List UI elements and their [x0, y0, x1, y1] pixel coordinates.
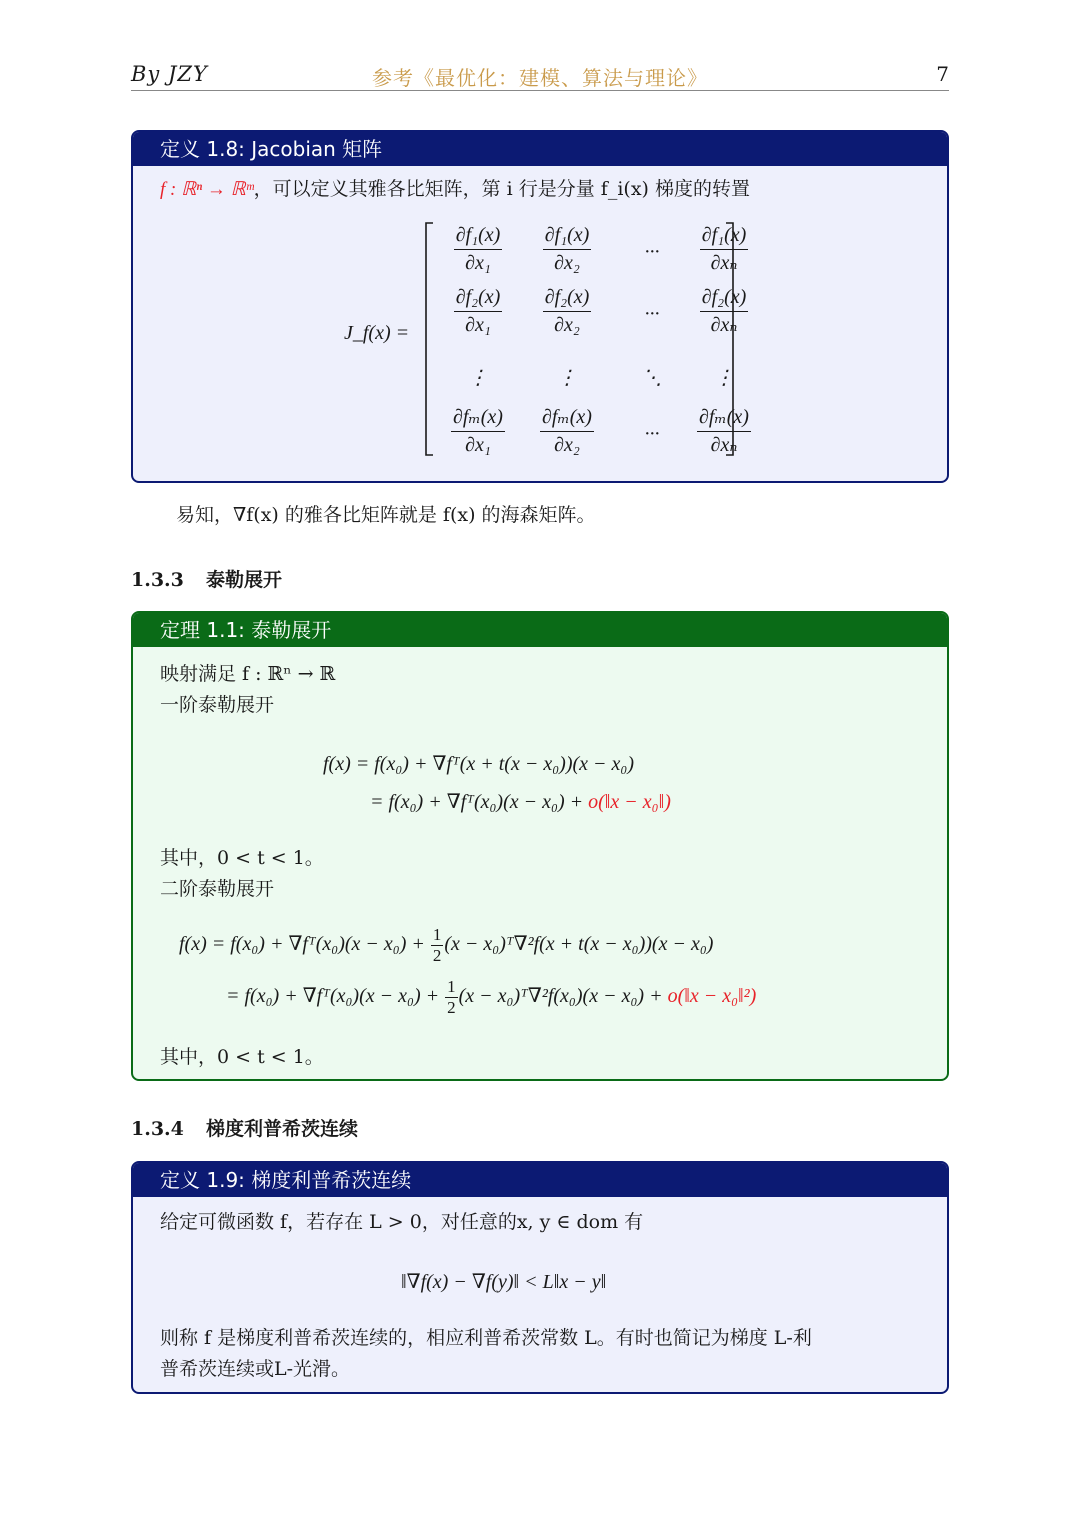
definition-1-8-title: 定义 1.8: Jacobian 矩阵 — [133, 132, 947, 166]
mapping-expression: f : ℝⁿ → ℝᵐ — [160, 179, 254, 200]
matrix-cell-4-2: $\frac{\text{∂fₘ(x)}}{\text{∂x₂}}$ — [542, 406, 592, 456]
jacobian-matrix — [160, 205, 920, 455]
matrix-cell-1-3: ··· — [644, 241, 660, 263]
map-statement: 映射满足 f : ℝⁿ → ℝ — [160, 663, 336, 685]
page-number: 7 — [936, 62, 949, 86]
eq2-line2-b: (x − x₀)ᵀ∇²f(x₀)(x − x₀) + — [458, 985, 668, 1008]
matrix-cell-1-4: $\frac{\text{∂f₁(x)}}{\text{∂xₙ}}$ — [701, 224, 747, 274]
matrix-cell-3-3: ⋱ — [642, 367, 662, 389]
section-title: 梯度利普希茨连续 — [206, 1118, 359, 1140]
header-reference: 参考《最优化：建模、算法与理论》 — [372, 66, 708, 90]
condition-1: 其中，0 < t < 1。 — [160, 847, 324, 869]
half-fraction-2 — [445, 977, 458, 1018]
matrix-cell-3-2: ⋮ — [557, 367, 577, 389]
matrix-cell-3-4: ⋮ — [714, 367, 734, 389]
theorem-1-1-box — [131, 611, 949, 1081]
eq2-line1-b: (x − x₀)ᵀ∇²f(x + t(x − x₀))(x − x₀) — [444, 933, 714, 956]
definition-1-8-box — [131, 130, 949, 483]
section-title: 泰勒展开 — [206, 569, 283, 591]
intro-text: ，可以定义其雅各比矩阵，第 i 行是分量 f_i(x) 梯度的转置 — [253, 178, 750, 200]
half-num: 1 — [447, 977, 456, 996]
conclusion-line1: 则称 f 是梯度利普希茨连续的，相应利普希茨常数 L。有时也简记为梯度 L-利 — [160, 1327, 812, 1349]
matrix-cell-3-1: ⋮ — [468, 367, 488, 389]
little-o-term-1: o(‖x − x₀‖) — [588, 791, 671, 813]
header-author: By JZY — [131, 62, 208, 86]
first-order-label: 一阶泰勒展开 — [160, 694, 275, 716]
eq2-line2-a: = f(x₀) + ∇fᵀ(x₀)(x − x₀) + — [226, 985, 445, 1008]
first-order-eq-line1: f(x) = f(x₀) + ∇fᵀ(x + t(x − x₀))(x − x₀) — [323, 753, 634, 775]
conclusion-line2: 普希茨连续或L-光滑。 — [160, 1358, 351, 1380]
matrix-cell-2-4: $\frac{\text{∂f₂(x)}}{\text{∂xₙ}}$ — [701, 286, 747, 336]
lipschitz-inequality: ‖∇f(x) − ∇f(y)‖ < L‖x − y‖ — [401, 1271, 607, 1293]
condition-2: 其中，0 < t < 1。 — [160, 1046, 324, 1068]
little-o-term-2: o(‖x − x₀‖²) — [667, 985, 757, 1008]
matrix-cell-4-3: ··· — [644, 423, 660, 445]
first-order-eq-line2 — [370, 787, 671, 818]
second-order-eq-line2 — [226, 977, 756, 1018]
eq1-line2-main: = f(x₀) + ∇fᵀ(x₀)(x − x₀) + — [370, 791, 589, 813]
section-number: 1.3.3 — [131, 569, 184, 591]
matrix-cell-1-2: $\frac{\text{∂f₁(x)}}{\text{∂x₂}}$ — [544, 224, 590, 274]
jacobian-lhs: J_f(x) = — [344, 322, 410, 344]
half-den: 2 — [432, 946, 442, 965]
matrix-cell-2-1: $\frac{\text{∂f₂(x)}}{\text{∂x₁}}$ — [455, 286, 501, 336]
given-statement: 给定可微函数 f，若存在 L > 0，对任意的x, y ∈ dom 有 — [160, 1211, 644, 1233]
matrix-cell-4-1: $\frac{\text{∂fₘ(x)}}{\text{∂x₁}}$ — [453, 406, 503, 456]
second-order-eq-line1 — [179, 925, 713, 966]
eq2-line1-a: f(x) = f(x₀) + ∇fᵀ(x₀)(x − x₀) + — [179, 933, 430, 956]
half-den: 2 — [447, 998, 456, 1017]
hessian-note: 易知，∇f(x) 的雅各比矩阵就是 f(x) 的海森矩阵。 — [176, 504, 596, 526]
theorem-1-1-title: 定理 1.1: 泰勒展开 — [133, 613, 947, 647]
matrix-cell-4-4: $\frac{\text{∂fₘ(x)}}{\text{∂xₙ}}$ — [699, 406, 749, 456]
half-fraction-1 — [431, 925, 444, 966]
definition-1-9-box — [131, 1161, 949, 1394]
definition-1-9-title: 定义 1.9: 梯度利普希茨连续 — [133, 1163, 947, 1197]
half-num: 1 — [432, 925, 442, 944]
matrix-cell-2-2: $\frac{\text{∂f₂(x)}}{\text{∂x₂}}$ — [544, 286, 590, 336]
matrix-cell-2-3: ··· — [644, 303, 660, 325]
definition-1-8-intro — [160, 174, 920, 205]
matrix-cell-1-1: $\frac{\text{∂f₁(x)}}{\text{∂x₁}}$ — [455, 224, 501, 274]
section-1-3-3 — [131, 565, 282, 592]
page-header — [131, 60, 949, 91]
section-1-3-4 — [131, 1114, 358, 1141]
second-order-label: 二阶泰勒展开 — [160, 878, 275, 900]
section-number: 1.3.4 — [131, 1118, 184, 1140]
